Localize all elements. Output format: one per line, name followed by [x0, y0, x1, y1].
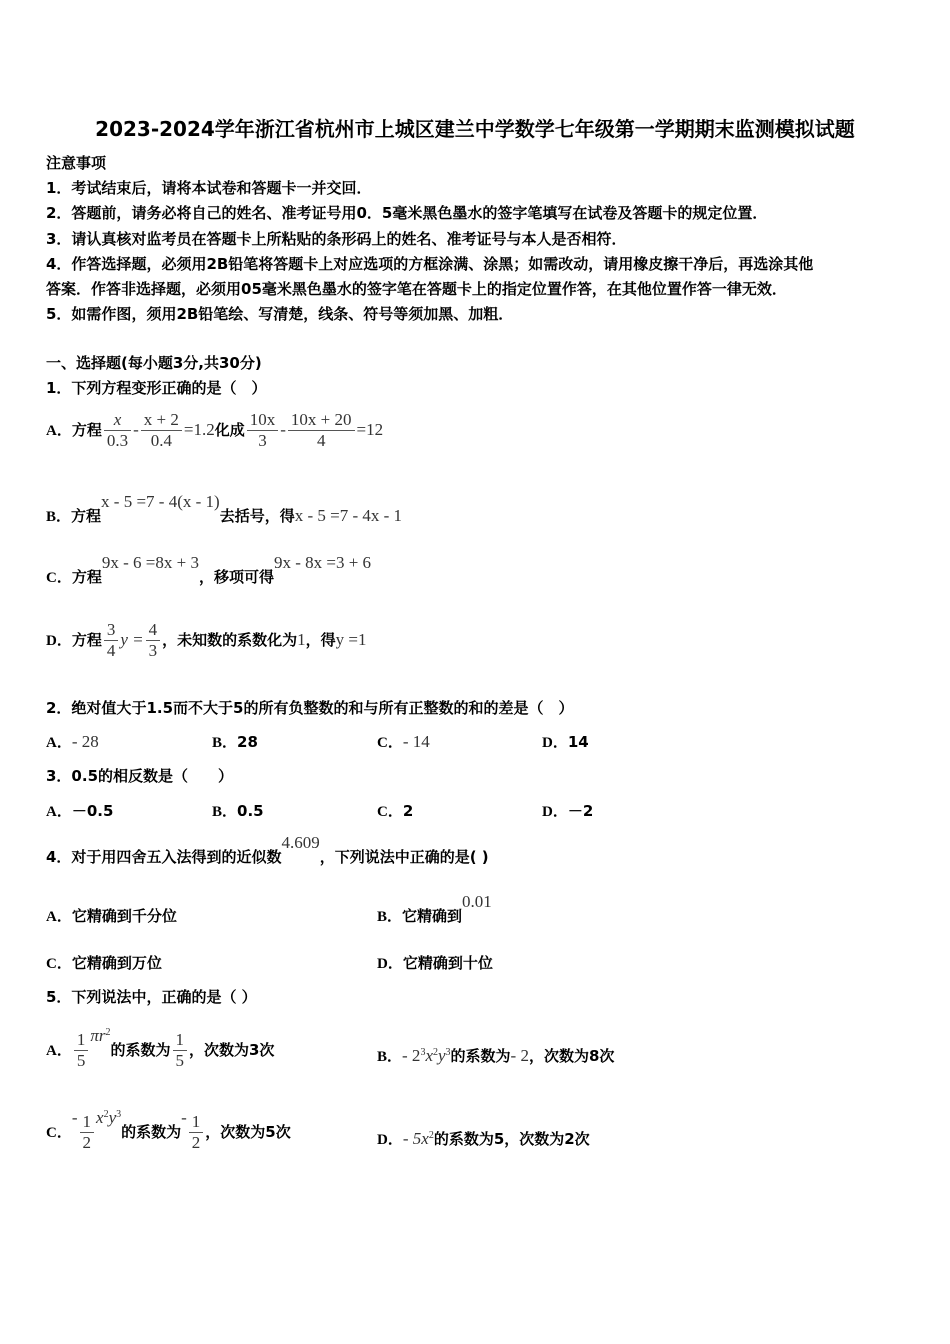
notice-heading: 注意事项 [46, 154, 107, 172]
text: 4 [146, 620, 161, 641]
text: - 2 [510, 1046, 529, 1065]
math: 9x - 6 =8x + 3 [101, 553, 199, 572]
fraction [189, 1112, 204, 1153]
text: ，移项可得 [198, 568, 274, 586]
text: D． [542, 735, 568, 751]
q1-option-c [46, 553, 372, 587]
text: 它精确到十位 [402, 954, 493, 972]
text: 1 [80, 1112, 95, 1133]
text: 1 [189, 1112, 204, 1133]
q5-option-a [46, 1026, 275, 1071]
q3-option-b [212, 800, 264, 821]
question-1-stem: 1．下列方程变形正确的是（ ） [46, 379, 267, 397]
text: ，次数为3次 [189, 1041, 275, 1059]
q5-option-b [377, 1045, 614, 1066]
text: 方程 [71, 631, 102, 649]
fraction [104, 410, 131, 451]
text: - 14 [402, 732, 430, 751]
notice-item: 4．作答选择题，必须用2B铅笔将答题卡上对应选项的方框涂满、涂黑；如需改动，请用橡皮擦干净后，再选涂其他 [46, 255, 814, 273]
text: x [104, 410, 131, 431]
text: 3 [420, 1047, 426, 1058]
math: y = [120, 630, 144, 649]
text: 28 [237, 733, 258, 751]
text: 2 [105, 1027, 111, 1038]
text: 4 [316, 431, 326, 450]
q4-option-a [46, 905, 177, 926]
text: 2 [428, 1130, 434, 1141]
text: πr [90, 1026, 106, 1045]
text: x + 2 [141, 410, 182, 431]
text: y [437, 1046, 446, 1065]
text: x [425, 1046, 433, 1065]
text: 3 [148, 641, 158, 660]
option-label: C． [46, 570, 72, 586]
text: ，得 [305, 631, 336, 649]
text: B． [377, 1049, 403, 1065]
option-label: D． [46, 633, 72, 649]
text: C． [377, 804, 403, 820]
text: 4 [106, 641, 116, 660]
text: 它精确到万位 [71, 954, 162, 972]
text: ，下列说法中正确的是( ) [319, 848, 489, 866]
text: 5 [76, 1051, 86, 1070]
q5-option-c [46, 1108, 291, 1153]
math: 1 [297, 630, 306, 649]
text: 去括号，得 [219, 507, 295, 525]
text: D． [542, 804, 568, 820]
text: 3 [116, 1109, 122, 1120]
text: 它精确到 [402, 907, 463, 925]
text: - [181, 1108, 187, 1127]
fraction [80, 1112, 95, 1153]
text: 0.01 [462, 892, 492, 911]
question-5-stem: 5．下列说法中，正确的是（ ） [46, 988, 257, 1006]
q1-option-b [46, 492, 403, 526]
text: D． [377, 1132, 403, 1148]
math: y =1 [335, 630, 367, 649]
text: A． [46, 909, 72, 925]
text: 3 [104, 620, 119, 641]
text: 的系数为 [110, 1041, 171, 1059]
notice-item: 2．答题前，请务必将自己的姓名、准考证号用0．5毫米黑色墨水的签字笔填写在试卷及答题卡的规定位置． [46, 204, 768, 222]
text: ，未知数的系数化为 [162, 631, 298, 649]
math: 9x - 8x =3 + 6 [273, 553, 372, 572]
text: 0.4 [150, 431, 172, 450]
option-label: B． [46, 509, 72, 525]
text: 的系数为 [450, 1047, 511, 1065]
text: 的系数为5，次数为2次 [433, 1130, 590, 1148]
q4-option-d [377, 952, 493, 973]
text: B． [212, 735, 238, 751]
text: 2 [103, 1109, 109, 1120]
text: 2 [191, 1133, 201, 1152]
text: D． [377, 956, 403, 972]
text: 4．对于用四舍五入法得到的近似数 [46, 848, 282, 866]
math: - [133, 420, 139, 439]
section-heading: 一、选择题(每小题3分,共30分) [46, 354, 262, 372]
text: 10x [247, 410, 279, 431]
page-title: 2023-2024学年浙江省杭州市上城区建兰中学数学七年级第一学期期末监测模拟试题 [95, 117, 855, 141]
q3-option-c [377, 800, 413, 821]
notice-item: 5．如需作图，须用2B铅笔绘、写清楚，线条、符号等须加黑、加粗． [46, 305, 514, 323]
q5-option-d [377, 1128, 590, 1149]
math: - [280, 420, 286, 439]
text: 10x + 20 [288, 410, 355, 431]
option-label: A． [46, 423, 72, 439]
text: ，次数为5次 [205, 1123, 291, 1141]
text: 方程 [71, 421, 102, 439]
math: =1.2 [183, 420, 215, 439]
text: 14 [567, 733, 589, 751]
fraction [141, 410, 182, 451]
text: B． [377, 909, 403, 925]
text: A． [46, 735, 72, 751]
text: 方程 [71, 507, 102, 525]
math: x - 5 =7 - 4x - 1 [294, 506, 403, 525]
text: 化成 [214, 421, 245, 439]
text: 4.609 [281, 833, 320, 852]
text: ，次数为8次 [528, 1047, 615, 1065]
question-2-stem: 2．绝对值大于1.5而不大于5的所有负整数的和与所有正整数的和的差是（ ） [46, 699, 574, 717]
text: - [71, 1108, 78, 1127]
question-3-stem: 3．0.5的相反数是（ ） [46, 767, 234, 785]
text: A． [46, 804, 72, 820]
text: 的系数为 [121, 1123, 182, 1141]
text: - 2 [402, 1046, 421, 1065]
text: 5 [175, 1051, 184, 1070]
text: - 5x [402, 1129, 429, 1148]
q2-option-c [377, 731, 430, 752]
q3-option-d [542, 800, 593, 821]
fraction [173, 1030, 188, 1071]
text: 2 [402, 802, 414, 820]
text: 1 [173, 1030, 188, 1051]
text: 1 [74, 1030, 89, 1051]
text: C． [377, 735, 403, 751]
fraction [247, 410, 279, 451]
fraction [104, 620, 119, 661]
text: y [108, 1108, 117, 1127]
fraction [288, 410, 355, 451]
text: A． [46, 1043, 72, 1059]
q1-option-d [46, 620, 367, 661]
text: 2 [82, 1133, 92, 1152]
q3-option-a [46, 800, 113, 821]
text: －2 [567, 802, 594, 820]
text: 方程 [71, 568, 102, 586]
math: x - 5 =7 - 4(x - 1) [101, 492, 220, 511]
text: －0.5 [71, 802, 114, 820]
fraction [74, 1030, 89, 1071]
q1-option-a [46, 410, 383, 451]
notice-item: 1．考试结束后，请将本试卷和答题卡一并交回． [46, 179, 372, 197]
q4-option-c [46, 952, 162, 973]
q2-option-b [212, 731, 258, 752]
text: - 28 [71, 732, 99, 751]
text: x [96, 1108, 104, 1127]
math: =12 [356, 420, 384, 439]
text: 0.5 [237, 802, 264, 820]
text: 它精确到千分位 [71, 907, 177, 925]
text: 2 [432, 1047, 438, 1058]
text: 0.3 [106, 431, 129, 450]
q4-option-b [377, 892, 492, 926]
fraction [146, 620, 161, 661]
notice-item: 3．请认真核对监考员在答题卡上所粘贴的条形码上的姓名、准考证号与本人是否相符． [46, 230, 627, 248]
text: C． [46, 956, 72, 972]
text: C． [46, 1125, 72, 1141]
text: 3 [445, 1047, 451, 1058]
question-4-stem [46, 833, 489, 867]
text: B． [212, 804, 238, 820]
q2-option-d [542, 731, 589, 752]
q2-option-a [46, 731, 99, 752]
notice-item: 答案．作答非选择题，必须用05毫米黑色墨水的签字笔在答题卡上的指定位置作答，在其他位置作答一律无效． [46, 280, 787, 298]
text: 3 [258, 431, 267, 450]
